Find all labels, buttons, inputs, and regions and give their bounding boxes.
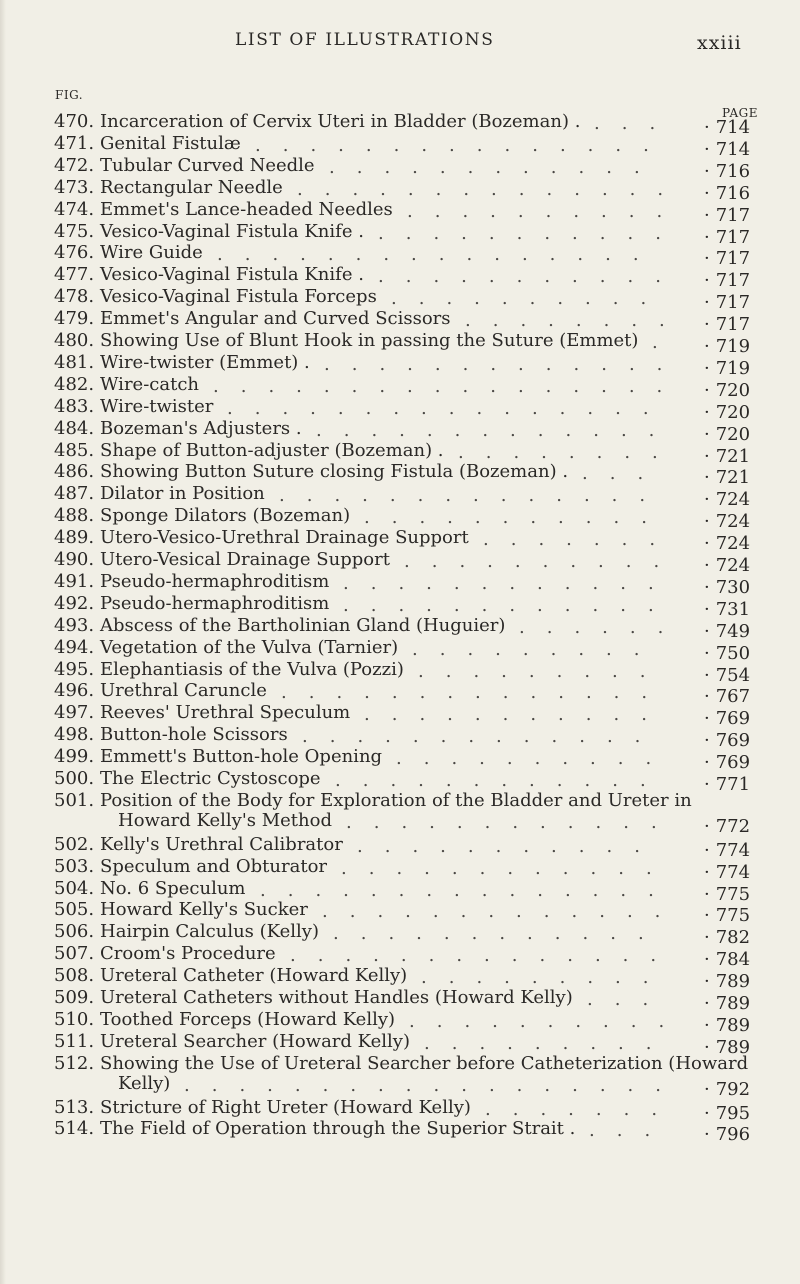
list-item [0, 877, 800, 905]
page-reference: · 731 [704, 599, 754, 621]
page-reference: · 796 [704, 1124, 754, 1146]
page-reference: · 720 [704, 424, 754, 446]
list-item [0, 965, 800, 993]
page-reference: · 717 [704, 248, 754, 270]
dot-leaders: ............ [329, 156, 662, 178]
figure-number: 504. [54, 877, 95, 899]
list-item [0, 132, 800, 160]
figure-title: Vegetation of the Vulva (Tarnier) [100, 636, 399, 658]
dot-leaders: .............. [281, 682, 670, 704]
page-reference: · 724 [704, 511, 754, 533]
figure-number: 482. [54, 373, 95, 395]
page-reference: · 789 [704, 1037, 754, 1059]
dot-leaders: ...... [519, 616, 686, 638]
page-reference: · 789 [704, 993, 754, 1015]
figure-number: 491. [54, 570, 95, 592]
figure-title: Emmett's Button-hole Opening [100, 746, 383, 768]
dot-leaders: ............. [316, 419, 677, 441]
figure-title: Showing Button Suture closing Fistula (Bozeman) . [100, 461, 569, 483]
page-reference: · 784 [704, 949, 754, 971]
list-item [0, 111, 800, 138]
page-reference: · 782 [704, 927, 754, 949]
page-reference: · 721 [704, 467, 754, 489]
list-item [0, 308, 800, 336]
figure-number: 480. [54, 330, 95, 351]
list-item [0, 483, 800, 511]
list-item [0, 1030, 800, 1058]
list-item [0, 570, 800, 598]
dot-leaders: ....... [483, 529, 678, 551]
figure-title: Vesico-Vaginal Fistula Forceps [100, 286, 377, 308]
dot-leaders: ............... [255, 134, 671, 156]
list-item [0, 373, 800, 401]
list-item [0, 789, 800, 837]
dot-leaders: ......... [412, 638, 662, 660]
dot-leaders: ............. [302, 726, 663, 748]
dot-leaders: .......... [409, 1010, 687, 1032]
dot-leaders: ........ [465, 310, 687, 332]
dot-leaders: ........ [458, 441, 680, 463]
dot-leaders: ... [594, 113, 678, 134]
figure-number: 513. [54, 1096, 95, 1118]
dot-leaders: .............. [290, 945, 679, 967]
page-reference: · 769 [704, 752, 754, 774]
page-reference: · 789 [704, 971, 754, 993]
page-reference: · 754 [704, 665, 754, 687]
figure-title: Stricture of Right Ureter (Howard Kelly) [100, 1096, 471, 1118]
dot-leaders: ......... [424, 1032, 674, 1054]
page-reference: · 717 [704, 205, 754, 227]
figure-title: Showing the Use of Ureteral Searcher before Catheterization (Howard [100, 1052, 749, 1074]
figure-number: 476. [54, 242, 95, 264]
list-item [0, 176, 800, 204]
list-item [0, 855, 800, 883]
list-item [0, 943, 800, 971]
dot-leaders: ........... [364, 507, 669, 529]
list-item [0, 330, 800, 357]
figure-title: Genital Fistulæ [100, 132, 241, 154]
list-item [0, 395, 800, 423]
page-number: xxiii [697, 32, 742, 54]
figure-number: 506. [54, 921, 95, 943]
page-reference: · 724 [704, 555, 754, 577]
list-item [0, 286, 800, 314]
list-item [0, 351, 800, 379]
figure-title: Vesico-Vaginal Fistula Knife . [100, 220, 364, 242]
figure-number: 505. [54, 899, 95, 921]
page-reference: · 720 [704, 402, 754, 424]
figure-title: Rectangular Needle [100, 176, 283, 198]
page-reference: · 719 [704, 358, 754, 380]
figure-number: 510. [54, 1008, 95, 1030]
figure-title: Ureteral Searcher (Howard Kelly) [100, 1030, 410, 1052]
figure-number: 473. [54, 176, 95, 198]
figure-title: Croom's Procedure [100, 943, 276, 965]
dot-leaders: ............ [343, 572, 676, 594]
dot-leaders: ........... [378, 222, 683, 244]
figure-title: Utero-Vesical Drainage Support [100, 549, 390, 570]
list-item [0, 636, 800, 664]
figure-title: Wire Guide [100, 242, 203, 264]
page-reference: · 716 [704, 161, 754, 183]
page-reference: · 769 [704, 730, 754, 752]
dot-leaders: ............ [346, 811, 679, 833]
figure-number: 471. [54, 132, 95, 154]
figure-number: 494. [54, 636, 95, 658]
page-reference: · 750 [704, 643, 754, 665]
dot-leaders: ............ [335, 770, 668, 791]
page-reference: · 724 [704, 489, 754, 511]
figure-title: The Field of Operation through the Superior Strait . [100, 1118, 576, 1140]
dot-leaders: ................ [217, 244, 661, 266]
figure-number: 514. [54, 1118, 95, 1140]
figure-title: Abscess of the Bartholinian Gland (Huguier) [100, 614, 506, 636]
figure-title: Tubular Curved Needle [100, 154, 315, 176]
list-item [0, 833, 800, 861]
dot-leaders: ............ [343, 594, 676, 616]
list-item [0, 702, 800, 730]
list-item [0, 746, 800, 774]
figure-number: 511. [54, 1030, 95, 1052]
figure-number: 486. [54, 461, 95, 483]
figure-number: 470. [54, 111, 95, 132]
dot-leaders: ......... [421, 967, 671, 989]
page-header [0, 24, 800, 64]
list-item [0, 724, 800, 752]
figure-title: Wire-catch [100, 373, 199, 395]
figure-number: 507. [54, 943, 95, 965]
dot-leaders: ............ [341, 857, 674, 879]
list-item [0, 1052, 800, 1100]
dot-leaders: .................. [184, 1074, 683, 1096]
figure-title: Howard Kelly's Sucker [100, 899, 308, 921]
list-item [0, 549, 800, 576]
figure-title: Showing Use of Blunt Hook in passing the Suture (Emmet) [100, 330, 639, 351]
list-item [0, 1008, 800, 1036]
dot-leaders: ........... [357, 835, 662, 857]
list-item [0, 154, 800, 182]
list-item [0, 658, 800, 686]
page-reference: · 792 [704, 1079, 754, 1101]
figure-title: Pseudo-hermaphroditism [100, 570, 330, 592]
dot-leaders: ............. [322, 901, 683, 923]
dot-leaders: .......... [391, 288, 669, 310]
figure-number: 500. [54, 768, 95, 789]
dot-leaders: . [652, 332, 680, 353]
page-reference: · 774 [704, 862, 754, 884]
figure-number: 490. [54, 549, 95, 570]
list-item [0, 527, 800, 555]
figure-number: 493. [54, 614, 95, 636]
page-reference: · 771 [704, 774, 754, 796]
dot-leaders: .............. [279, 485, 668, 507]
page-reference: · 775 [704, 884, 754, 906]
page-reference: · 717 [704, 314, 754, 336]
dot-leaders: ................. [213, 375, 685, 397]
figure-number: 503. [54, 855, 95, 877]
list-item [0, 592, 800, 620]
list-item [0, 505, 800, 533]
figure-title: Ureteral Catheter (Howard Kelly) [100, 965, 408, 987]
page-reference: · 772 [704, 816, 754, 838]
figure-number: 492. [54, 592, 95, 614]
running-head: LIST OF ILLUSTRATIONS [235, 30, 495, 50]
page-reference: · 774 [704, 840, 754, 862]
figure-title: Incarceration of Cervix Uteri in Bladder (Bozeman) . [100, 111, 581, 132]
dot-leaders: ... [589, 1120, 673, 1142]
dot-leaders: .......... [396, 748, 674, 770]
figure-number: 477. [54, 264, 95, 286]
figure-number: 497. [54, 702, 95, 724]
page-reference: · 730 [704, 577, 754, 599]
figure-title: Bozeman's Adjusters . [100, 417, 302, 439]
figure-title: Elephantiasis of the Vulva (Pozzi) [100, 658, 404, 680]
figure-title-continued: Howard Kelly's Method [118, 809, 332, 831]
dot-leaders: ................ [227, 397, 671, 419]
figure-number: 484. [54, 417, 95, 439]
figure-number: 496. [54, 680, 95, 702]
dot-leaders: ............. [324, 353, 685, 375]
figure-number: 487. [54, 483, 95, 505]
figure-number: 502. [54, 833, 95, 855]
figure-number: 509. [54, 987, 95, 1008]
list-item [0, 439, 800, 467]
figure-number: 478. [54, 286, 95, 308]
page-reference: · 769 [704, 708, 754, 730]
figure-number: 499. [54, 746, 95, 768]
dot-leaders: ........... [378, 266, 683, 288]
list-item [0, 417, 800, 445]
figure-number: 481. [54, 351, 95, 373]
figure-number: 485. [54, 439, 95, 461]
figure-number: 498. [54, 724, 95, 746]
figure-title: No. 6 Speculum [100, 877, 246, 899]
list-item [0, 768, 800, 795]
figure-number: 508. [54, 965, 95, 987]
figure-title: Position of the Body for Exploration of the Bladder and Ureter in [100, 789, 692, 811]
list-item [0, 921, 800, 949]
dot-leaders: ........... [364, 704, 669, 726]
dot-leaders: .......... [404, 551, 682, 572]
list-item [0, 987, 800, 1014]
list-item [0, 899, 800, 927]
figure-title: Pseudo-hermaphroditism [100, 592, 330, 614]
page-column-label: PAGE [722, 106, 758, 120]
figure-title: Urethral Caruncle [100, 680, 267, 702]
page-reference: · 789 [704, 1015, 754, 1037]
fig-column-label: FIG. [55, 88, 84, 102]
figure-number: 479. [54, 308, 95, 330]
list-item [0, 264, 800, 292]
figure-title: Emmet's Angular and Curved Scissors [100, 308, 451, 330]
figure-title: Wire-twister [100, 395, 214, 417]
figure-title: Hairpin Calculus (Kelly) [100, 921, 319, 943]
figure-title: Toothed Forceps (Howard Kelly) [100, 1008, 396, 1030]
figure-number: 474. [54, 198, 95, 220]
figure-title: Ureteral Catheters without Handles (Howard Kelly) [100, 987, 573, 1008]
list-item [0, 198, 800, 226]
list-item [0, 461, 800, 489]
figure-number: 483. [54, 395, 95, 417]
page-reference: · 721 [704, 446, 754, 468]
page-reference: · 717 [704, 292, 754, 314]
dot-leaders: .......... [407, 200, 685, 222]
dot-leaders: ... [587, 989, 671, 1010]
figure-title: Emmet's Lance-headed Needles [100, 198, 393, 220]
list-item [0, 220, 800, 248]
figure-number: 472. [54, 154, 95, 176]
page-reference: · 749 [704, 621, 754, 643]
dot-leaders: ............... [260, 879, 676, 901]
figure-number: 495. [54, 658, 95, 680]
page-reference: · 719 [704, 336, 754, 358]
list-item [0, 242, 800, 270]
figure-title: Dilator in Position [100, 483, 265, 505]
list-item [0, 614, 800, 642]
dot-leaders: .............. [297, 178, 686, 200]
page-reference: · 775 [704, 905, 754, 927]
page-reference: · 716 [704, 183, 754, 205]
figure-number: 512. [54, 1052, 95, 1074]
figure-title: Wire-twister (Emmet) . [100, 351, 310, 373]
list-item [0, 1118, 800, 1146]
figure-title-continued: Kelly) [118, 1072, 171, 1094]
figure-number: 475. [54, 220, 95, 242]
dot-leaders: ....... [485, 1098, 680, 1120]
figure-number: 489. [54, 527, 95, 549]
dot-leaders: ............ [333, 923, 666, 945]
figure-number: 501. [54, 789, 95, 811]
page-reference: · 714 [704, 139, 754, 161]
figure-title: Sponge Dilators (Bozeman) [100, 505, 351, 527]
page-reference: · 767 [704, 686, 754, 708]
page-reference: · 720 [704, 380, 754, 402]
figure-number: 488. [54, 505, 95, 527]
page-reference: · 724 [704, 533, 754, 555]
figure-title: Vesico-Vaginal Fistula Knife . [100, 264, 364, 286]
figure-title: Shape of Button-adjuster (Bozeman) . [100, 439, 444, 461]
list-item [0, 1096, 800, 1124]
figure-title: The Electric Cystoscope [100, 768, 321, 789]
page-reference: · 717 [704, 270, 754, 292]
figure-title: Button-hole Scissors [100, 724, 288, 746]
page-reference: · 717 [704, 227, 754, 249]
figure-title: Speculum and Obturator [100, 855, 328, 877]
list-item [0, 680, 800, 708]
figure-title: Kelly's Urethral Calibrator [100, 833, 343, 855]
dot-leaders: ......... [418, 660, 668, 682]
figure-title: Utero-Vesico-Urethral Drainage Support [100, 527, 469, 549]
figure-title: Reeves' Urethral Speculum [100, 702, 351, 724]
page-reference: · 714 [704, 117, 754, 139]
dot-leaders: ... [582, 463, 666, 485]
page-reference: · 795 [704, 1103, 754, 1125]
